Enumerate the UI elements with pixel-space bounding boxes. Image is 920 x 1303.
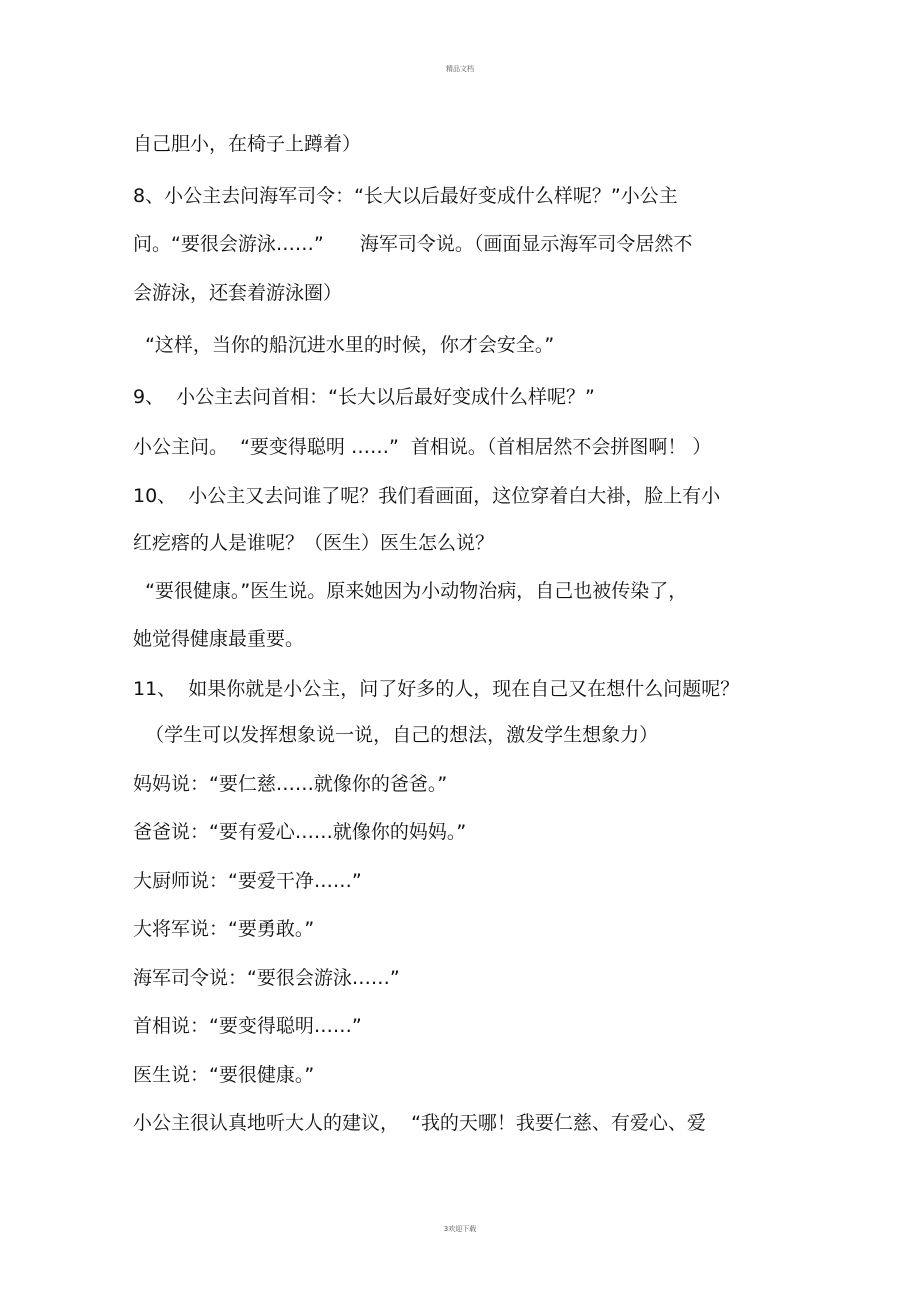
text-line-8: 10、 小公主又去问谁了呢？我们看画面，这位穿着白大褂，脸上有小 bbox=[133, 485, 721, 507]
text-line-19: 首相说：“要变得聪明……” bbox=[133, 1015, 362, 1037]
text-line-5: “这样，当你的船沉进水里的时候，你才会安全。” bbox=[133, 334, 555, 356]
page-header: 精品文档 bbox=[446, 65, 474, 73]
text-line-4: 会游泳，还套着游泳圈） bbox=[133, 282, 343, 304]
page-footer: 3欢迎下载 bbox=[443, 1225, 477, 1233]
text-line-18: 海军司令说：“要很会游泳……” bbox=[133, 967, 400, 989]
text-line-17: 大将军说：“要勇敢。” bbox=[133, 918, 315, 940]
text-line-16: 大厨师说：“要爱干净……” bbox=[133, 870, 362, 892]
text-line-15: 爸爸说：“要有爱心……就像你的妈妈。” bbox=[133, 821, 467, 843]
text-line-11: 她觉得健康最重要。 bbox=[133, 628, 305, 650]
text-line-12: 11、 如果你就是小公主，问了好多的人，现在自己又在想什么问题呢？ bbox=[133, 678, 740, 700]
text-line-20: 医生说：“要很健康。” bbox=[133, 1064, 315, 1086]
text-line-7: 小公主问。 “要变得聪明 ……” 首相说。（首相居然不会拼图啊！ ） bbox=[133, 436, 712, 458]
text-line-13: （学生可以发挥想象说一说，自己的想法，激发学生想象力） bbox=[133, 724, 659, 746]
text-line-2: 8、小公主去问海军司令：“长大以后最好变成什么样呢？”小公主 bbox=[133, 185, 678, 207]
text-line-21: 小公主很认真地听大人的建议， “我的天哪！我要仁慈、有爱心、爱 bbox=[133, 1112, 706, 1134]
text-line-3: 问。“要很会游泳……” 海军司令说。（画面显示海军司令居然不 bbox=[133, 233, 693, 255]
text-line-9: 红疙瘩的人是谁呢？（医生）医生怎么说？ bbox=[133, 532, 495, 554]
text-line-14: 妈妈说：“要仁慈……就像你的爸爸。” bbox=[133, 773, 448, 795]
text-line-10: “要很健康。”医生说。原来她因为小动物治病，自己也被传染了， bbox=[133, 580, 688, 602]
text-line-1: 自己胆小，在椅子上蹲着） bbox=[133, 133, 362, 155]
text-line-6: 9、 小公主去问首相：“长大以后最好变成什么样呢？” bbox=[133, 386, 595, 408]
